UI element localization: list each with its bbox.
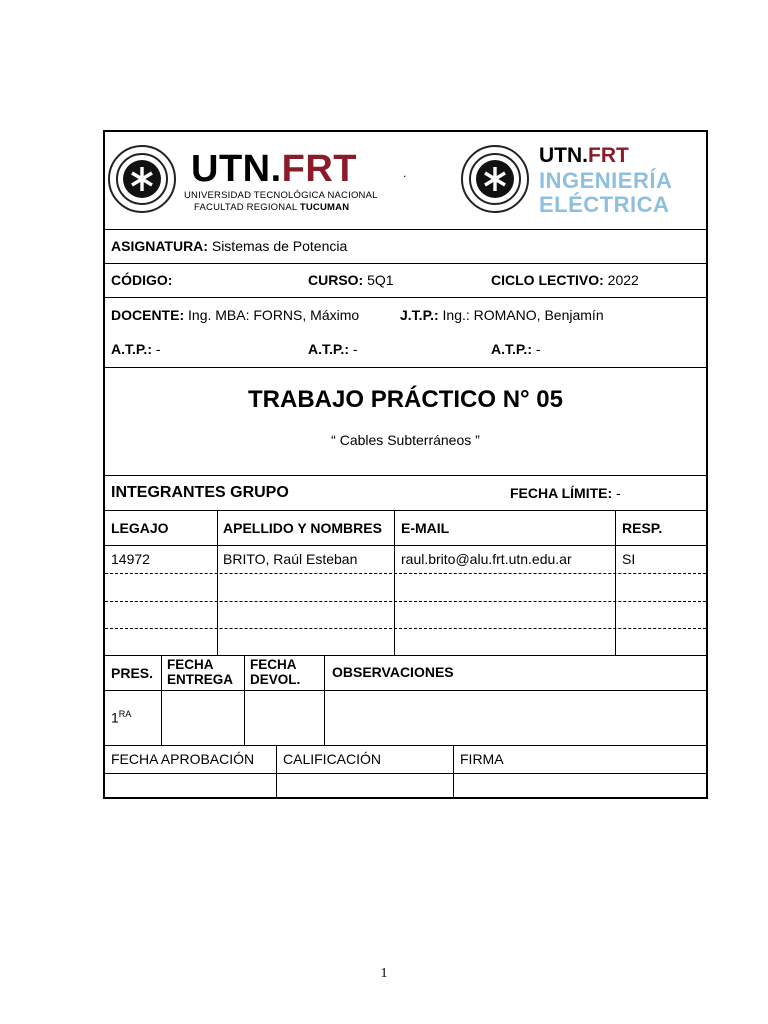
trabajo-title: TRABAJO PRÁCTICO N° 05 [248,386,563,413]
fecha-limite-field: FECHA LÍMITE: - [510,485,621,501]
col-fecha-aprobacion: FECHA APROBACIÓN [111,751,255,767]
col-resp: RESP. [622,520,663,536]
ciclo-lectivo-field: CICLO LECTIVO: 2022 [491,272,639,288]
logo-electrica: ELÉCTRICA [539,192,670,217]
logo-university-name: UNIVERSIDAD TECNOLÓGICA NACIONAL [184,190,378,201]
col-fecha-entrega: FECHA ENTREGA [167,657,234,687]
logo-ingenieria: INGENIERÍA [539,168,673,193]
utn-frt-logo-text: UTN.FRT [191,148,358,190]
curso-field: CURSO: 5Q1 [308,272,394,288]
col-firma: FIRMA [460,751,504,767]
members-header-row [105,511,706,546]
member-name: BRITO, Raúl Esteban [223,551,358,567]
members-body [105,546,706,656]
col-observaciones: OBSERVACIONES [332,664,454,680]
member-resp: SI [622,551,636,567]
col-apellido: APELLIDO Y NOMBRES [223,520,382,536]
approval-body-row [105,774,706,799]
header-row [105,132,706,230]
col-calificacion: CALIFICACIÓN [283,751,382,767]
asignatura-row [105,230,706,264]
col-email: E-MAIL [401,520,450,536]
codigo-row [105,264,706,298]
stray-dot: . [403,166,407,180]
docentes-row [105,298,706,368]
integrantes-label: INTEGRANTES GRUPO [111,484,289,501]
docente-field: DOCENTE: Ing. MBA: FORNS, Máximo [111,307,360,323]
pres-header-row [105,656,706,691]
utn-frt-logo-text-right: UTN.FRT [539,144,629,167]
atp-field-3: A.T.P.: - [491,341,541,357]
jtp-field: J.T.P.: Ing.: ROMANO, Benjamín [400,307,604,323]
form-frame [103,130,708,799]
trabajo-subtitle: “ Cables Subterráneos ” [331,432,480,448]
grupo-row [105,476,706,511]
codigo-field: CÓDIGO: [111,272,173,288]
col-fecha-devol: FECHA DEVOL. [250,657,301,687]
col-legajo: LEGAJO [111,520,169,536]
logo-faculty-name: FACULTAD REGIONAL TUCUMAN [194,202,350,213]
atp-field-1: A.T.P.: - [111,341,161,357]
page-number: 1 [380,966,388,981]
approval-header-row [105,746,706,774]
member-email: raul.brito@alu.frt.utn.edu.ar [401,551,572,567]
pres-body-row [105,691,706,746]
utn-seal-icon-right [461,145,529,213]
pres-first: $1^{RA}$ [111,709,132,726]
member-legajo: 14972 [111,551,150,567]
title-row [105,368,706,476]
atp-field-2: A.T.P.: - [308,341,358,357]
col-pres: PRES. [111,665,154,681]
utn-seal-icon [108,145,176,213]
asignatura-field: ASIGNATURA: Sistemas de Potencia [111,238,348,254]
